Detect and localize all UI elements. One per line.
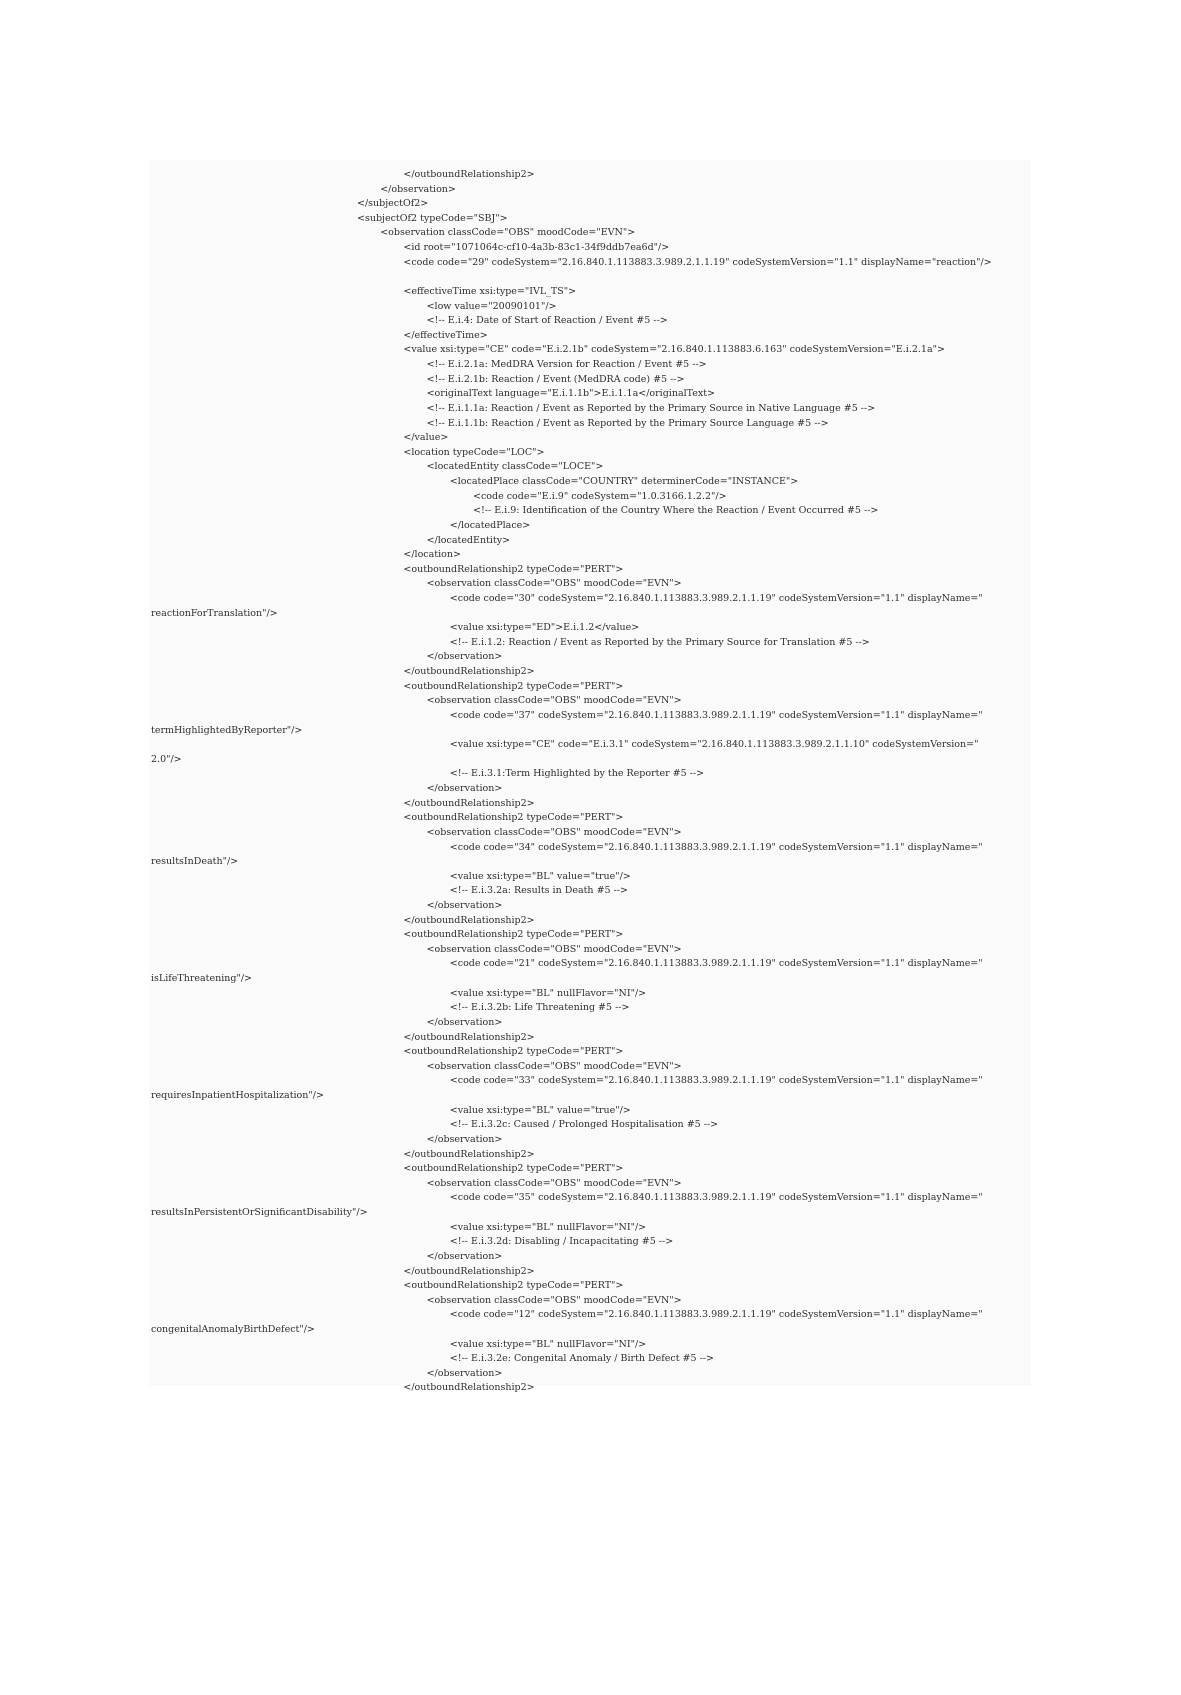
code-line: </observation> [426,651,503,663]
code-line: <outboundRelationship2 typeCode="PERT"> [403,929,624,941]
code-line: <value xsi:type="CE" code="E.i.2.1b" codeSystem="2.16.840.1.113883.6.163" codeSystemVersion="E.i.2.1a"> [403,344,945,356]
code-line: <!-- E.i.1.1b: Reaction / Event as Reported by the Primary Source Language #5 --> [426,417,829,429]
code-line: </outboundRelationship2> [403,1148,535,1160]
code-line: </observation> [426,1367,503,1379]
code-line: </outboundRelationship2> [403,169,535,180]
code-line: <!-- E.i.1.1a: Reaction / Event as Reported by the Primary Source in Native Language #5 --> [426,402,876,414]
code-line: </outboundRelationship2> [403,666,535,678]
code-line: resultsInPersistentOrSignificantDisability"/> [151,1207,368,1219]
code-line: <locatedEntity classCode="LOCE"> [426,461,604,473]
code-line: </outboundRelationship2> [403,1265,535,1277]
code-line: <id root="1071064c-cf10-4a3b-83c1-34f9ddb7ea6d"/> [403,242,670,254]
code-line: <code code="33" codeSystem="2.16.840.1.113883.3.989.2.1.1.19" codeSystemVersion="1.1" displayName=" [449,1075,983,1087]
code-line: <effectiveTime xsi:type="IVL_TS"> [403,285,577,297]
code-line: <code code="29" codeSystem="2.16.840.1.113883.3.989.2.1.1.19" codeSystemVersion="1.1" displayName="reaction"/> [403,256,992,268]
code-line: <observation classCode="OBS" moodCode="EVN"> [426,1060,682,1072]
code-line: </outboundRelationship2> [403,1382,535,1394]
code-line: <observation classCode="OBS" moodCode="EVN"> [380,227,636,239]
code-line: <!-- E.i.3.2a: Results in Death #5 --> [449,885,628,897]
code-line: <code code="35" codeSystem="2.16.840.1.113883.3.989.2.1.1.19" codeSystemVersion="1.1" displayName=" [449,1192,983,1204]
code-line: <code code="12" codeSystem="2.16.840.1.113883.3.989.2.1.1.19" codeSystemVersion="1.1" displayName=" [449,1309,983,1321]
code-line: <!-- E.i.3.2d: Disabling / Incapacitating #5 --> [449,1236,674,1248]
code-line: <location typeCode="LOC"> [403,446,545,458]
code-line: <!-- E.i.3.2c: Caused / Prolonged Hospitalisation #5 --> [449,1119,719,1131]
code-line: </locatedPlace> [449,519,531,531]
code-line: <!-- E.i.1.2: Reaction / Event as Reported by the Primary Source for Translation #5 --> [449,636,870,648]
code-line: <!-- E.i.4: Date of Start of Reaction / Event #5 --> [426,315,668,327]
xml-code-listing [149,160,1031,1394]
code-line: </value> [403,432,449,444]
code-line: <originalText language="E.i.1.1b">E.i.1.1a</originalText> [426,388,715,400]
code-line: termHighlightedByReporter"/> [151,724,303,736]
code-line: <low value="20090101"/> [426,300,557,312]
code-line: <value xsi:type="BL" nullFlavor="NI"/> [449,1221,647,1233]
code-line: <observation classCode="OBS" moodCode="EVN"> [426,1294,682,1306]
code-line: <subjectOf2 typeCode="SBJ"> [357,212,508,224]
code-line: <value xsi:type="BL" nullFlavor="NI"/> [449,1338,647,1350]
code-line: <!-- E.i.2.1b: Reaction / Event (MedDRA code) #5 --> [426,373,685,385]
code-line: <observation classCode="OBS" moodCode="EVN"> [426,695,682,707]
code-line: <!-- E.i.3.2e: Congenital Anomaly / Birth Defect #5 --> [449,1353,714,1365]
code-line: </location> [403,549,461,561]
code-line: isLifeThreatening"/> [151,973,253,985]
code-line: <outboundRelationship2 typeCode="PERT"> [403,812,624,824]
code-line: <outboundRelationship2 typeCode="PERT"> [403,680,624,692]
code-line: <observation classCode="OBS" moodCode="EVN"> [426,943,682,955]
code-line: </observation> [380,183,456,195]
code-line: <code code="21" codeSystem="2.16.840.1.113883.3.989.2.1.1.19" codeSystemVersion="1.1" displayName=" [449,958,983,970]
code-line: </subjectOf2> [357,198,429,210]
code-line: <value xsi:type="BL" nullFlavor="NI"/> [449,987,647,999]
code-line: </outboundRelationship2> [403,914,535,926]
code-line: resultsInDeath"/> [151,856,239,868]
code-line: <outboundRelationship2 typeCode="PERT"> [403,1280,624,1292]
code-line: <value xsi:type="BL" value="true"/> [449,1104,631,1116]
code-line: <code code="E.i.9" codeSystem="1.0.3166.1.2.2"/> [473,490,727,502]
code-line: </observation> [426,783,503,795]
code-line: congenitalAnomalyBirthDefect"/> [151,1323,315,1335]
code-line: <outboundRelationship2 typeCode="PERT"> [403,1163,624,1175]
code-line: <observation classCode="OBS" moodCode="EVN"> [426,578,682,590]
code-line: requiresInpatientHospitalization"/> [151,1090,324,1102]
code-line: </locatedEntity> [426,534,511,546]
code-line: <!-- E.i.3.2b: Life Threatening #5 --> [449,1002,630,1014]
code-line: <code code="30" codeSystem="2.16.840.1.113883.3.989.2.1.1.19" codeSystemVersion="1.1" displayName=" [449,592,983,604]
code-line: <observation classCode="OBS" moodCode="EVN"> [426,1177,682,1189]
code-line: <value xsi:type="CE" code="E.i.3.1" codeSystem="2.16.840.1.113883.3.989.2.1.1.10" codeSystemVersion=" [449,739,979,751]
code-line: </effectiveTime> [403,329,488,341]
code-line: </observation> [426,1250,503,1262]
code-line: reactionForTranslation"/> [151,607,278,619]
code-line: <!-- E.i.2.1a: MedDRA Version for Reaction / Event #5 --> [426,359,707,371]
code-line: <code code="37" codeSystem="2.16.840.1.113883.3.989.2.1.1.19" codeSystemVersion="1.1" displayName=" [449,709,983,721]
code-line: <outboundRelationship2 typeCode="PERT"> [403,1046,624,1058]
code-line: </observation> [426,1016,503,1028]
code-line: </observation> [426,900,503,911]
code-line: <value xsi:type="ED">E.i.1.2</value> [449,622,640,634]
code-line: <observation classCode="OBS" moodCode="EVN"> [426,826,682,838]
code-line: </outboundRelationship2> [403,797,535,809]
blank-line [357,270,1031,285]
code-line: <!-- E.i.3.1:Term Highlighted by the Reporter #5 --> [449,768,705,780]
code-line: 2.0"/> [151,753,182,765]
code-line: <outboundRelationship2 typeCode="PERT"> [403,563,624,575]
code-line: <value xsi:type="BL" value="true"/> [449,870,631,882]
code-line: </observation> [426,1133,503,1145]
code-line: <code code="34" codeSystem="2.16.840.1.113883.3.989.2.1.1.19" codeSystemVersion="1.1" displayName=" [449,841,983,853]
code-line: <!-- E.i.9: Identification of the Country Where the Reaction / Event Occurred #5 --> [473,505,879,517]
code-line: </outboundRelationship2> [403,1031,535,1043]
code-line: <locatedPlace classCode="COUNTRY" determinerCode="INSTANCE"> [449,476,799,488]
